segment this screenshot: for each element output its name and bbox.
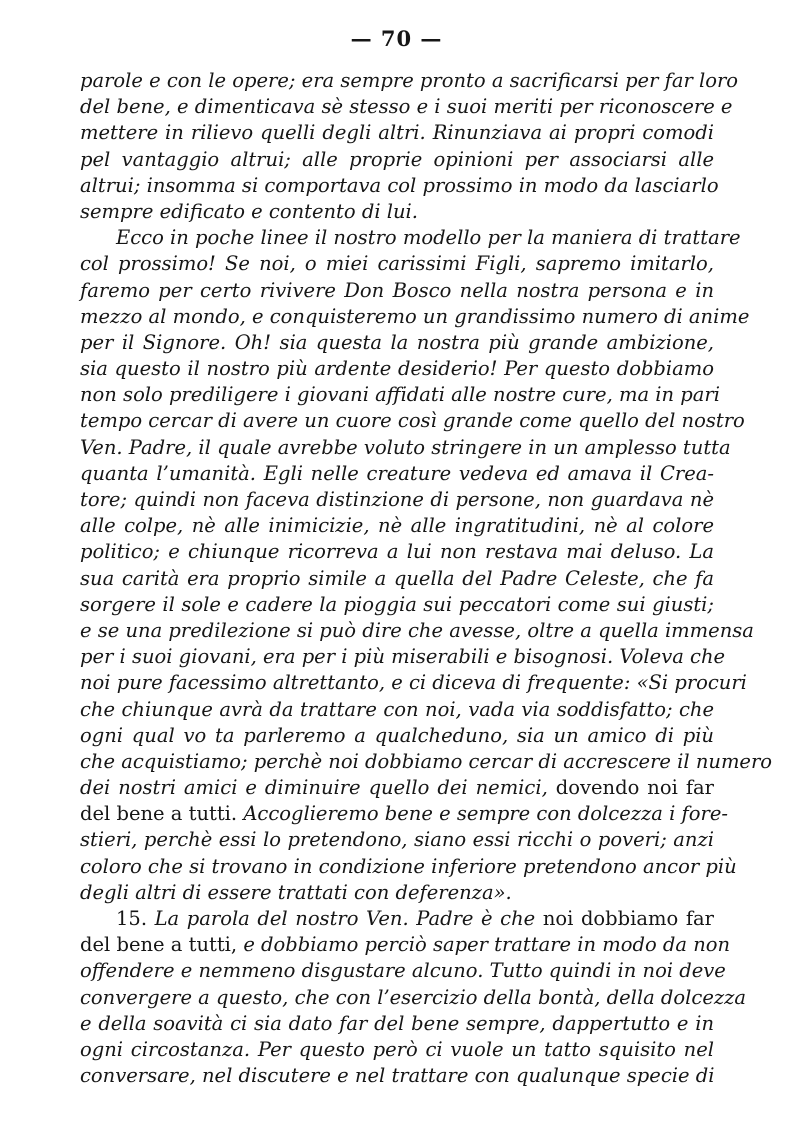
text-segment: La parola del nostro Ven. Padre è che bbox=[154, 907, 543, 930]
text-segment: pel vantaggio altrui; alle proprie opinioni per associarsi alle bbox=[80, 147, 714, 171]
text-line bbox=[80, 304, 750, 330]
text-segment: ogni circostanza. Per questo però ci vuole un tatto squisito nel bbox=[80, 1037, 714, 1061]
text-line bbox=[80, 854, 737, 880]
text-segment: noi dobbiamo far bbox=[542, 907, 714, 930]
page-number-header: — 70 — bbox=[350, 26, 443, 51]
text-line bbox=[80, 539, 714, 565]
text-line bbox=[80, 68, 739, 94]
text-segment: Accoglieremo bene e sempre con dolcezza i fore- bbox=[243, 802, 728, 826]
text-segment: del bene a tutti. bbox=[80, 802, 244, 826]
text-line bbox=[80, 592, 714, 618]
text-segment: del bene a tutti, bbox=[80, 933, 244, 957]
text-segment: 15. bbox=[116, 907, 155, 930]
text-line bbox=[80, 1011, 714, 1037]
text-segment: faremo per certo rivivere Don Bosco nella nostra persona e in bbox=[80, 278, 714, 302]
text-segment: parole e con le opere; era sempre pronto a sacrificarsi per far loro bbox=[80, 69, 739, 92]
text-line bbox=[80, 225, 741, 251]
text-line bbox=[80, 147, 714, 173]
text-segment: non solo prediligere i giovani affidati alle nostre cure, ma in pari bbox=[80, 383, 720, 407]
text-segment: sempre edificato e contento di lui. bbox=[80, 199, 418, 223]
page-text-block bbox=[80, 68, 773, 1089]
text-segment: coloro che si trovano in condizione inferiore pretendono ancor più bbox=[80, 854, 737, 878]
text-segment: politico; e chiunque ricorreva a lui non restava mai deluso. La bbox=[80, 540, 714, 564]
text-segment: che acquistiamo; perchè noi dobbiamo cercar di accrescere il numero bbox=[80, 749, 773, 773]
text-segment: altrui; insomma si comportava col prossimo in modo da lasciarlo bbox=[80, 173, 719, 197]
text-segment: convergere a questo, che con l’esercizio della bontà, della dolcezza bbox=[80, 985, 747, 1009]
text-segment: ogni qual vo ta parleremo a qualcheduno, sia un amico di più bbox=[80, 723, 714, 747]
text-segment: per i suoi giovani, era per i più miserabili e bisognosi. Voleva che bbox=[80, 645, 726, 669]
text-line bbox=[80, 120, 714, 146]
text-segment: dei nostri amici e diminuire quello dei nemici, bbox=[80, 776, 556, 800]
text-segment: col prossimo! Se noi, o miei carissimi Figli, sapremo imitarlo, bbox=[80, 252, 714, 276]
text-line bbox=[80, 173, 719, 199]
text-line bbox=[80, 435, 731, 461]
text-segment: del bene, e dimenticava sè stesso e i suoi meriti per riconoscere e bbox=[80, 95, 733, 119]
text-line bbox=[80, 408, 745, 434]
text-segment: mettere in rilievo quelli degli altri. Rinunziava ai propri comodi bbox=[80, 121, 714, 145]
text-segment: e se una predilezione si può dire che avesse, oltre a quella immensa bbox=[80, 618, 754, 642]
text-line bbox=[80, 513, 714, 539]
text-line bbox=[80, 382, 720, 408]
text-line bbox=[80, 251, 714, 277]
text-segment: offendere e nemmeno disgustare alcuno. Tutto quindi in noi deve bbox=[80, 959, 726, 983]
text-line bbox=[80, 356, 714, 382]
text-line bbox=[80, 801, 728, 827]
text-line bbox=[80, 566, 714, 592]
text-line bbox=[80, 827, 714, 853]
text-segment: Ven. Padre, il quale avrebbe voluto stringere in un amplesso tutta bbox=[80, 435, 731, 459]
text-segment: sorgere il sole e cadere la pioggia sui peccatori come sui giusti; bbox=[80, 592, 714, 616]
text-line bbox=[80, 461, 714, 487]
text-line bbox=[80, 932, 731, 958]
text-line bbox=[80, 749, 773, 775]
text-segment: mezzo al mondo, e conquisteremo un grandissimo numero di anime bbox=[80, 304, 750, 328]
text-line bbox=[80, 906, 714, 932]
text-segment: che chiunque avrà da trattare con noi, vada via soddisfatto; che bbox=[80, 697, 714, 721]
text-segment: alle colpe, nè alle inimicizie, nè alle ingratitudini, nè al colore bbox=[80, 514, 714, 538]
text-segment: stieri, perchè essi lo pretendono, siano essi ricchi o poveri; anzi bbox=[80, 828, 714, 852]
text-segment: sua carità era proprio simile a quella del Padre Celeste, che fa bbox=[80, 566, 714, 590]
text-segment: quanta l’umanità. Egli nelle creature vedeva ed amava il Crea- bbox=[80, 461, 714, 485]
text-line bbox=[80, 644, 726, 670]
text-segment: tore; quindi non faceva distinzione di persone, non guardava nè bbox=[80, 488, 714, 511]
text-line bbox=[80, 697, 714, 723]
text-line bbox=[80, 1037, 714, 1063]
text-line bbox=[80, 618, 754, 644]
text-line bbox=[80, 958, 726, 984]
text-segment: e della soavità ci sia dato far del bene sempre, dappertutto e in bbox=[80, 1011, 714, 1035]
text-segment: conversare, nel discutere e nel trattare con qualunque specie di bbox=[80, 1064, 715, 1088]
text-line bbox=[80, 880, 714, 906]
text-line bbox=[80, 723, 714, 749]
text-line bbox=[80, 487, 714, 513]
text-line bbox=[80, 985, 747, 1011]
text-segment: per il Signore. Oh! sia questa la nostra più grande ambizione, bbox=[80, 330, 714, 354]
text-segment: dovendo noi far bbox=[555, 776, 714, 800]
text-line bbox=[80, 670, 747, 696]
text-line bbox=[80, 775, 714, 801]
text-segment: Ecco in poche linee il nostro modello per la maniera di trattare bbox=[116, 226, 741, 250]
text-line bbox=[80, 1063, 714, 1089]
text-line bbox=[80, 330, 714, 356]
text-segment: tempo cercar di avere un cuore così grande come quello del nostro bbox=[80, 409, 745, 433]
text-line bbox=[80, 199, 714, 225]
text-line bbox=[80, 278, 714, 304]
text-segment: noi pure facessimo altrettanto, e ci diceva di frequente: «Si procuri bbox=[80, 671, 747, 695]
text-segment: e dobbiamo perciò saper trattare in modo da non bbox=[243, 933, 731, 957]
text-line bbox=[80, 94, 733, 120]
text-segment: sia questo il nostro più ardente desiderio! Per questo dobbiamo bbox=[80, 357, 714, 381]
text-segment: degli altri di essere trattati con deferenza». bbox=[80, 880, 512, 904]
